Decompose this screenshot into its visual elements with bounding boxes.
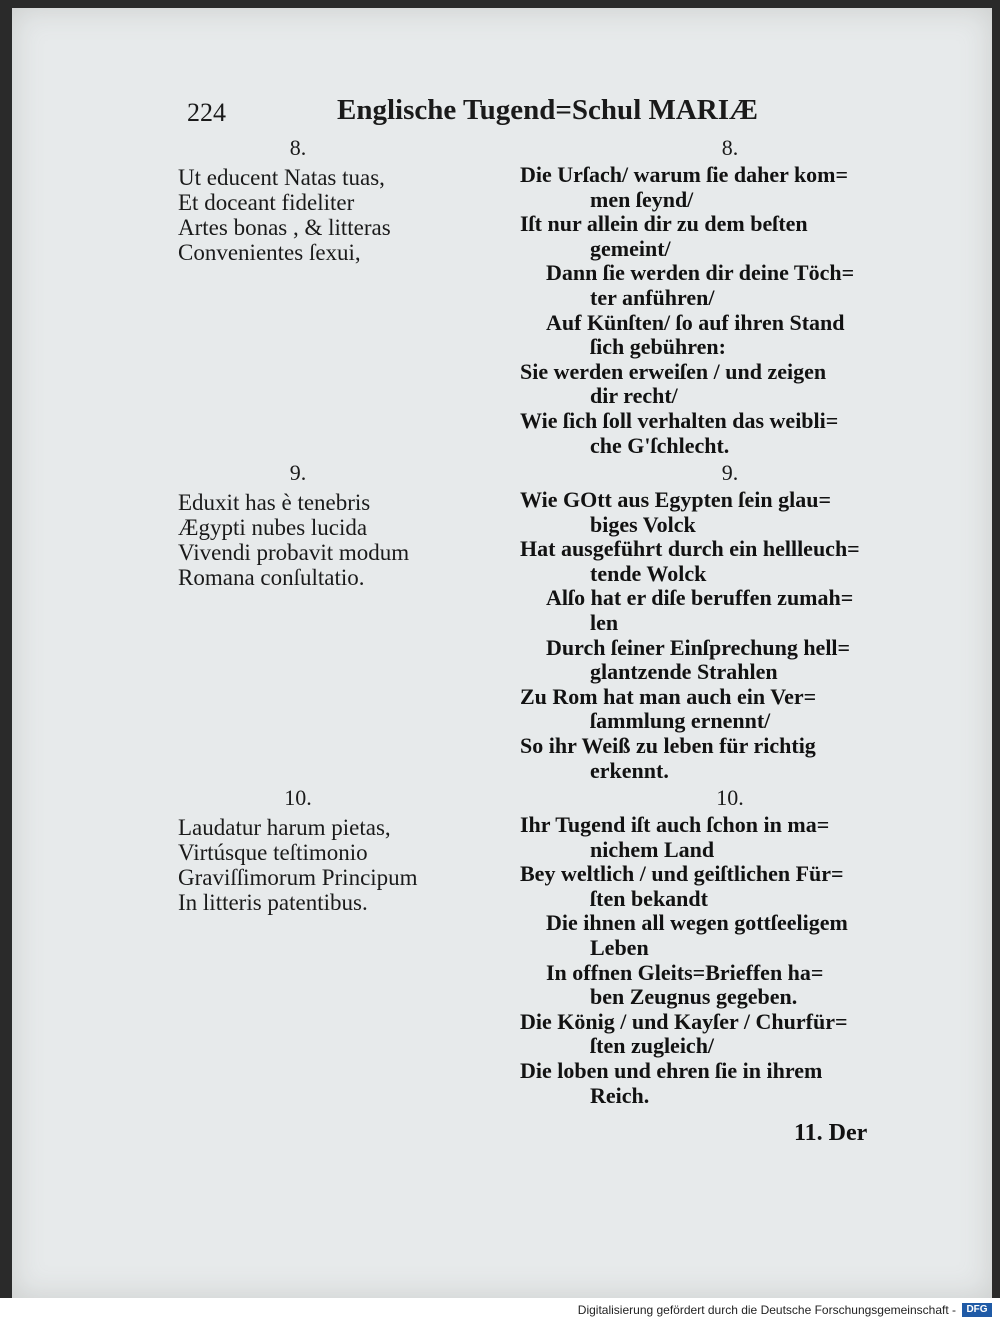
verse-line: Die Urſach/ warum ſie daher kom= [520,162,849,187]
verse-line: ter anführen/ [590,284,715,310]
dfg-logo: DFG [962,1303,992,1317]
german-stanza [520,460,880,783]
verse-line: Leben [590,934,649,960]
stanza-number: 10. [716,785,744,810]
verse-line: glantzende Strahlen [590,659,778,685]
verse-line: ben Zeugnus gegeben. [590,984,798,1010]
verse-line: ſten bekandt [590,885,708,911]
verse-line: Zu Rom hat man auch ein Ver= [520,683,817,709]
verse-line: Sie werden erweiſen / und zeigen [520,358,827,384]
verse-line: Et doceant fideliter [178,190,355,215]
verse-line: Die ihnen all wegen gottſeeligem [546,910,848,936]
verse-line: Graviſſimorum Principum [178,865,418,890]
verse-line: ſten zugleich/ [590,1033,715,1059]
latin-stanza [178,460,498,590]
verse-line: Artes bonas , & litteras [178,215,391,240]
funding-credit: Digitalisierung gefördert durch die Deutsche Forschungsgemeinschaft - [577,1303,956,1317]
verse-line: Die König / und Kayſer / Churfür= [520,1008,848,1034]
latin-stanza [178,785,498,915]
verse-line: Ut educent Natas tuas, [178,165,385,190]
stanza-number: 8. [289,135,307,160]
german-stanza [520,785,880,1108]
verse-line: Hat ausgeführt durch ein hellleuch= [520,536,860,562]
page-number: 224 [187,98,226,127]
verse-line: Virtúsque teſtimonio [178,840,368,865]
verse-line: Wie GOtt aus Egypten ſein glau= [520,487,831,512]
stanza-number: 9. [721,460,739,485]
verse-line: tende Wolck [590,560,707,586]
stanza-number: 9. [289,460,307,485]
running-title: Englische Tugend=Schul MARIÆ [337,94,759,126]
verse-line: men ſeynd/ [590,186,694,212]
verse-line: gemeint/ [590,235,671,261]
verse-line: Ihr Tugend iſt auch ſchon in ma= [520,812,830,837]
stanza-number: 10. [284,785,312,810]
stanza-number: 8. [721,135,739,160]
verse-line: len [590,609,619,635]
german-stanza [520,135,880,458]
verse-line: biges Volck [590,511,696,537]
verse-line: Auf Künſten/ ſo auf ihren Stand [546,309,845,335]
verse-line: Romana conſultatio. [178,565,365,590]
verse-line: Iſt nur allein dir zu dem beſten [520,211,808,237]
page-header [187,92,807,132]
verse-line: In offnen Gleits=Brieffen ha= [546,959,824,985]
verse-line: Eduxit has è tenebris [178,490,371,515]
verse-line: nichem Land [590,836,715,862]
verse-line: Bey weltlich / und geiſtlichen Für= [520,861,844,887]
footer-bar [0,1298,1000,1323]
verse-line: Laudatur harum pietas, [178,815,391,840]
verse-line: In litteris patentibus. [178,890,368,915]
verse-line: ſich gebühren: [590,334,726,360]
verse-line: Convenientes ſexui, [178,240,361,265]
verse-line: Alſo hat er diſe beruffen zumah= [546,585,854,611]
verse-line: Wie ſich ſoll verhalten das weibli= [520,407,839,433]
verse-line: Dann ſie werden dir deine Töch= [546,260,855,286]
verse-line: Durch ſeiner Einſprechung hell= [546,634,851,660]
verse-line: erkennt. [590,757,669,783]
verse-line: Die loben und ehren ſie in ihrem [520,1057,823,1083]
verse-line: Reich. [590,1082,650,1108]
verse-line: Vivendi probavit modum [178,540,410,565]
verse-line: Ægypti nubes lucida [178,515,368,540]
verse-line: dir recht/ [590,383,678,409]
latin-stanza [178,135,498,265]
catchword: 11. Der [794,1120,868,1146]
verse-line: So ihr Weiß zu leben für richtig [520,732,816,758]
verse-line: che G'ſchlecht. [590,432,730,458]
verse-line: ſammlung ernennt/ [590,708,771,734]
